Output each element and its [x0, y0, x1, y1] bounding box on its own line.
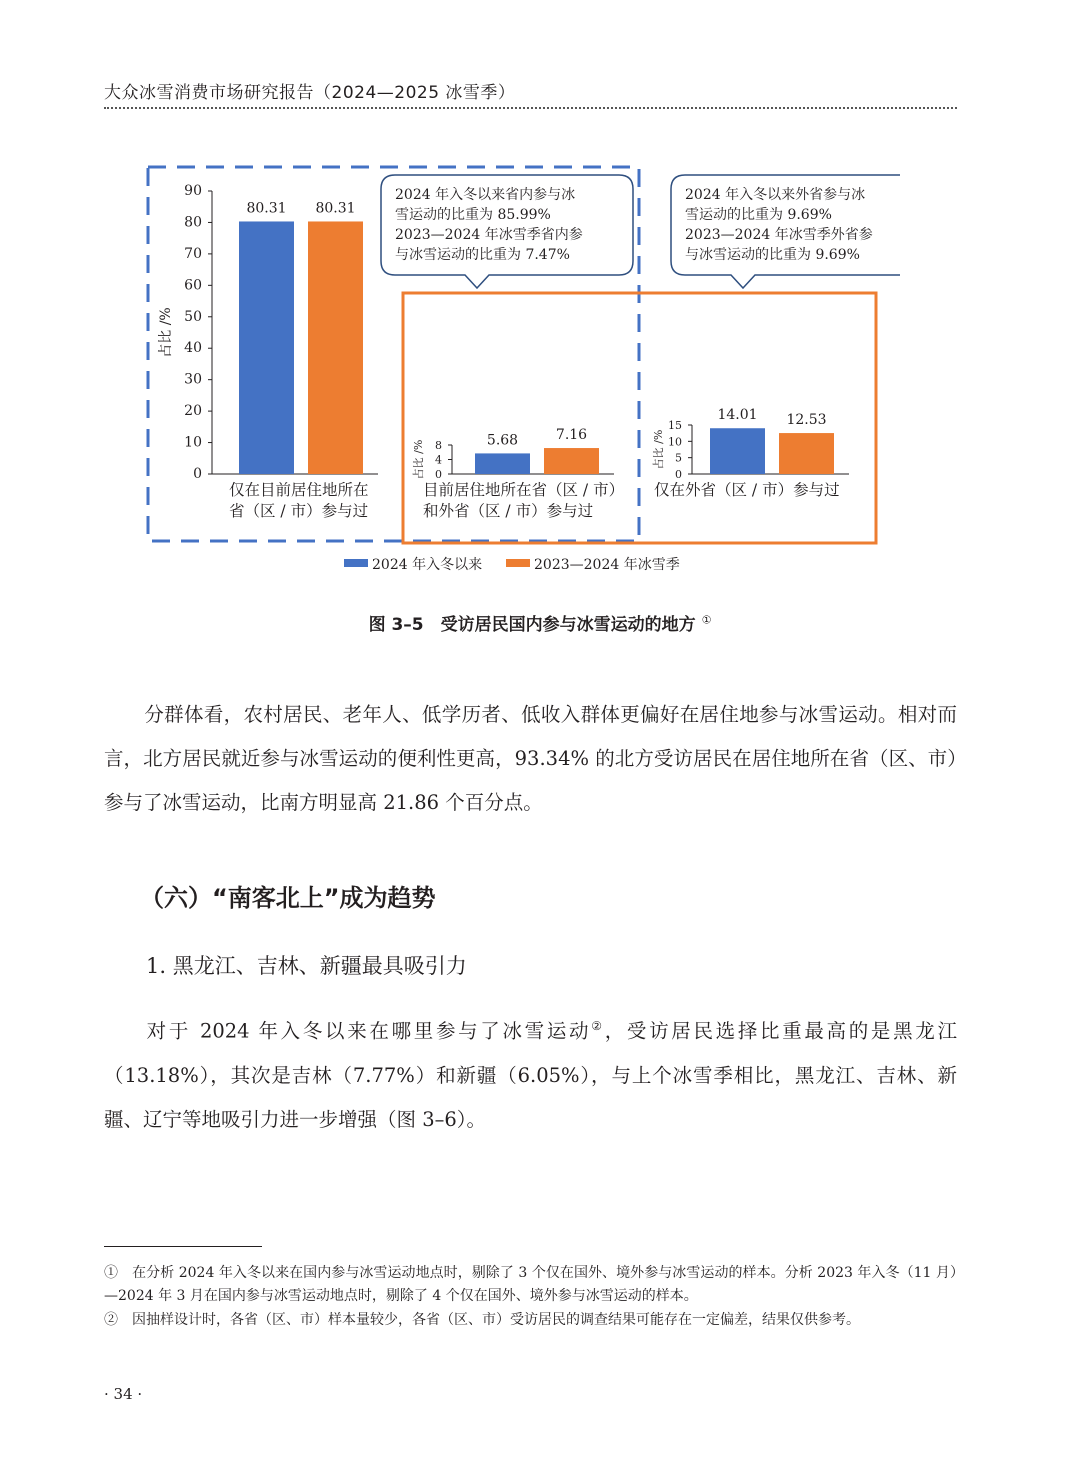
- legend-swatch-2024: [344, 559, 368, 567]
- footnote-2: ② 因抽样设计时，各省（区、市）样本量较少，各省（区、市）受访居民的调查结果可能存在一定偏差，结果仅供参考。: [104, 1312, 860, 1328]
- y-tick-label: 10: [668, 435, 682, 449]
- section-heading: （六）“南客北上”成为趋势: [140, 884, 436, 912]
- callout-left-line: 2024 年入冬以来省内参与冰: [395, 187, 576, 203]
- y-tick-label: 60: [184, 277, 202, 294]
- y-tick-label: 0: [435, 468, 442, 481]
- y-tick-label: 8: [435, 439, 442, 452]
- y-tick-label: 70: [184, 245, 202, 262]
- callout-right-line: 2024 年入冬以来外省参与冰: [685, 187, 866, 203]
- y-tick-label: 5: [675, 451, 682, 465]
- y-tick-label: 20: [184, 403, 202, 420]
- paragraph-2-text-b: ，受访居民选择比重最高的是黑龙江（13.18%），其次是吉林（7.77%）和新疆（6.05%），与上个冰雪季相比，黑龙江、吉林、新疆、辽宁等地吸引力进一步增强（图 3–6）。: [104, 1019, 957, 1131]
- category-label: 和外省（区 / 市）参与过: [423, 502, 594, 520]
- y-tick-label: 50: [184, 308, 202, 325]
- footnote-divider: [104, 1246, 262, 1247]
- category-label: 仅在外省（区 / 市）参与过: [654, 481, 840, 499]
- y-tick-label: 15: [668, 419, 682, 432]
- data-label: 7.16: [555, 427, 588, 444]
- bar-2024: [710, 428, 765, 474]
- category-label: 省（区 / 市）参与过: [229, 502, 369, 520]
- paragraph-2: [104, 1004, 957, 1142]
- y-tick-label: 10: [184, 434, 202, 451]
- header-divider: [104, 107, 957, 109]
- category-label: 目前居住地所在省（区 / 市）: [423, 481, 625, 499]
- y-tick-label: 0: [193, 466, 202, 482]
- bar-2023-2024: [544, 448, 599, 474]
- y-axis-label: 占比 /%: [652, 429, 665, 470]
- figure-caption-text: 图 3–5 受访居民国内参与冰雪运动的地方: [368, 615, 696, 635]
- callout-left-line: 与冰雪运动的比重为 7.47%: [395, 247, 570, 263]
- data-label: 12.53: [786, 412, 827, 429]
- page-number: · 34 ·: [104, 1385, 143, 1403]
- bar-2023-2024: [779, 433, 834, 474]
- y-tick-label: 80: [184, 214, 202, 231]
- data-label: 14.01: [717, 407, 758, 424]
- footnote-1: ① 在分析 2024 年入冬以来在国内参与冰雪运动地点时，剔除了 3 个仅在国外、境外参与冰雪运动的样本。分析 2023 年入冬（11 月）—2024 年 3 月在国内参与冰雪运动地点时，剔除了 4 个仅在国外、境外参与冰雪运动的样本。: [104, 1265, 957, 1304]
- bar-2024: [475, 453, 530, 474]
- sub-heading: 1. 黑龙江、吉林、新疆最具吸引力: [146, 954, 467, 978]
- category-label: 仅在目前居住地所在: [229, 481, 369, 499]
- callout-right-line: 与冰雪运动的比重为 9.69%: [685, 247, 860, 263]
- data-label: 80.31: [315, 200, 356, 217]
- bar-2023-2024: [308, 221, 363, 474]
- callout-right-line: 雪运动的比重为 9.69%: [685, 207, 832, 223]
- bar-2024: [239, 221, 294, 474]
- y-tick-label: 4: [435, 453, 442, 467]
- callout-left-line: 2023—2024 年冰雪季省内参: [395, 227, 583, 243]
- legend-label-2023-2024: 2023—2024 年冰雪季: [534, 557, 680, 573]
- y-tick-label: 90: [184, 183, 202, 199]
- running-header: 大众冰雪消费市场研究报告（2024—2025 冰雪季）: [104, 83, 516, 103]
- y-tick-label: 30: [184, 371, 202, 388]
- legend-label-2024: 2024 年入冬以来: [372, 557, 483, 573]
- y-tick-label: 40: [184, 340, 202, 357]
- legend-swatch-2023-2024: [506, 559, 530, 567]
- paragraph-1-text: 分群体看，农村居民、老年人、低学历者、低收入群体更偏好在居住地参与冰雪运动。相对而言，北方居民就近参与冰雪运动的便利性更高，93.34% 的北方受访居民在居住地所在省（区、市）参与了冰雪运动，比南方明显高 21.86 个百分点。: [104, 703, 957, 814]
- data-label: 5.68: [486, 432, 519, 449]
- callout-left-line: 雪运动的比重为 85.99%: [395, 207, 551, 223]
- y-axis-label: 占比 /%: [412, 439, 425, 480]
- y-tick-label: 0: [675, 468, 682, 481]
- data-label: 80.31: [246, 200, 287, 217]
- paragraph-2-text-a: 对于 2024 年入冬以来在哪里参与了冰雪运动: [144, 1019, 592, 1043]
- figure-3-5-chart: [140, 155, 900, 595]
- footnote-ref-2: ②: [591, 1019, 605, 1033]
- figure-caption-note: ①: [701, 613, 712, 627]
- paragraph-1: [104, 693, 957, 825]
- figure-caption: [0, 610, 1080, 635]
- callout-right-line: 2023—2024 年冰雪季外省参: [685, 227, 873, 243]
- y-axis-label: 占比 /%: [158, 307, 174, 358]
